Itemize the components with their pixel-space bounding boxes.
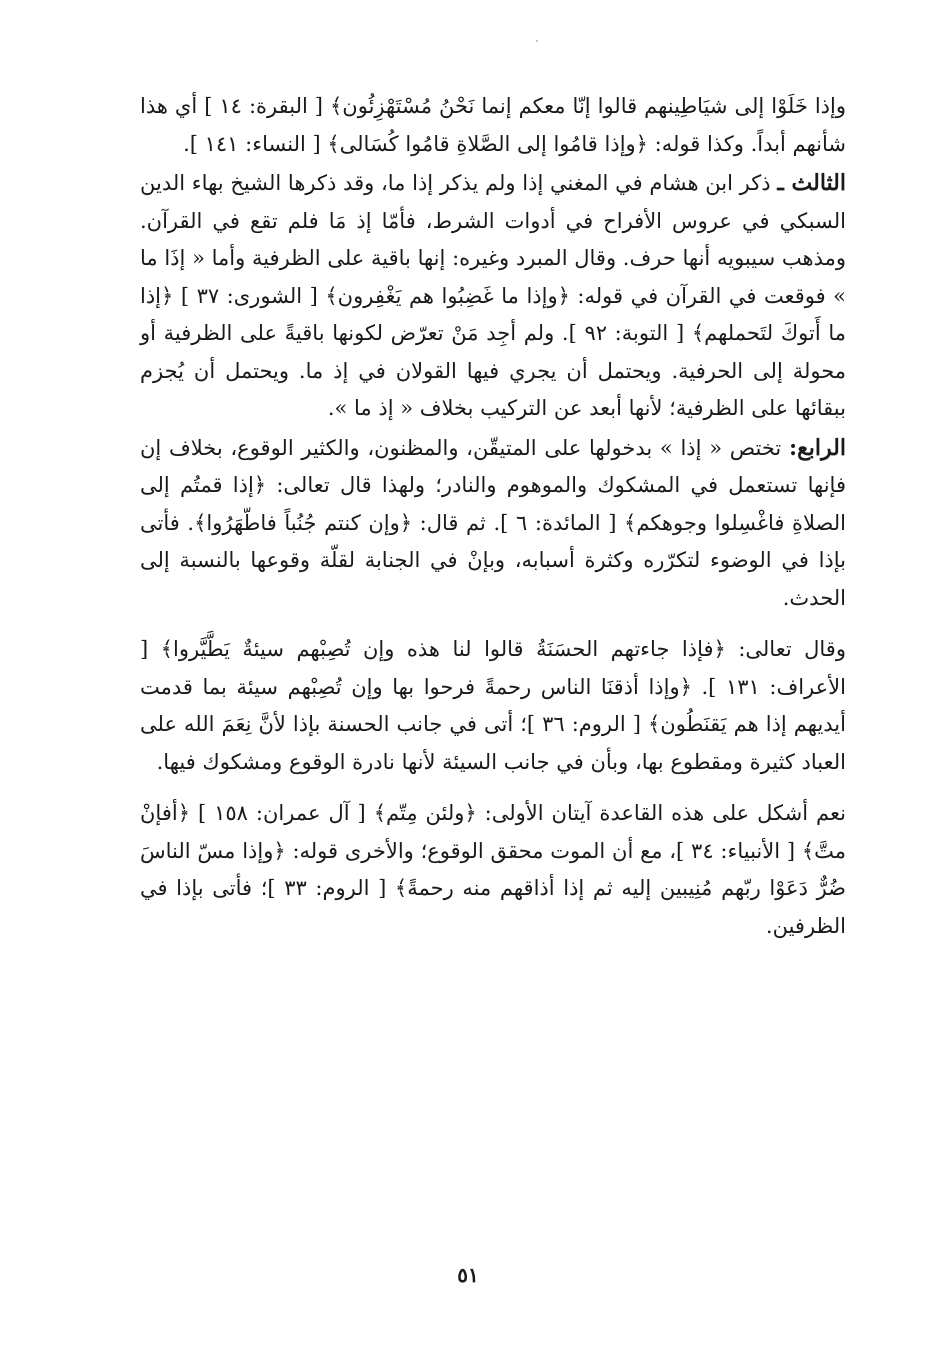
paragraph-label: الثالث ـ	[777, 170, 846, 196]
scan-speck	[536, 40, 538, 42]
paragraph-text: تختص « إذا » بدخولها على المتيقّن، والمظنون، والكثير الوقوع، بخلاف إن فإنها تستعمل في المشكوك والموهوم والنادر؛ ولهذا قال تعالى: ﴿إذا قمتُم إلى الصلاةِ فاغْسِلوا وجوهكم﴾ [ المائدة: ٦ ]. ثم قال: ﴿وإن كنتم جُنُباً فاطّهَرُوا﴾. فأتى بإذا في الوضوء لتكرّره وكثرة أسبابه، وبإنْ في الجنابة لقلّة وقوعها بالنسبة إلى الحدث.	[140, 435, 846, 610]
paragraph-third	[140, 165, 846, 428]
paragraph-continuation	[140, 88, 846, 163]
paragraph-label: الرابع:	[788, 434, 846, 461]
paragraph-examples	[140, 631, 846, 781]
paragraph-text: ذكر ابن هشام في المغني إذا ولم يذكر إذا ما، وقد ذكرها الشيخ بهاء الدين السبكي في عروس الأفراح في أدوات الشرط، فأمّا إذ مَا فلم تقع في القرآن. ومذهب سيبويه أنها حرف. وقال المبرد وغيره: إنها باقية على الظرفية وأما « إذَا ما » فوقعت في القرآن في قوله: ﴿وإذا ما غَضِبُوا هم يَغْفِرون﴾ [ الشورى: ٣٧ ] ﴿إذا ما أَتوكَ لتَحملهم﴾ [ التوبة: ٩٢ ]. ولم أجِد مَنْ تعرّض لكونها باقيةً على الظرفية أو محولة إلى الحرفية. ويحتمل أن يجري فيها القولان في إذ ما. ويحتمل أن يُجزم ببقائها على الظرفية؛ لأنها أبعد عن التركيب بخلاف « إذ ما ».	[140, 171, 846, 420]
page-body	[140, 88, 846, 945]
page-number: ٥١	[457, 1263, 479, 1287]
paragraph-exceptions	[140, 795, 846, 945]
paragraph-fourth	[140, 430, 846, 618]
paragraph-text: وإذا خَلَوْا إلى شيَاطِينهم قالوا إنّا معكم إنما نَحْنُ مُسْتَهْزِئُون﴾ [ البقرة: ١٤ ] أي هذا شأنهم أبداً. وكذا قوله: ﴿وإذا قامُوا إلى الصَّلاةِ قامُوا كُسَالى﴾ [ النساء: ١٤١ ].	[140, 94, 847, 156]
paragraph-text: وقال تعالى: ﴿فإذا جاءتهم الحسَنَةُ قالوا لنا هذه وإن تُصِبْهم سيئةٌ يَطَّيَّروا﴾ [ الأعراف: ١٣١ ]. ﴿وإذا أذقنَا الناس رحمةً فرحوا بها وإن تُصِبْهم سيئة بما قدمت أيديهم إذا هم يَقنَطُون﴾ [ الروم: ٣٦ ]؛ أتى في جانب الحسنة بإذا لأنَّ نِعَمَ الله على العباد كثيرة ومقطوع بها، وبأن في جانب السيئة لأنها نادرة الوقوع ومشكوك فيها.	[140, 637, 846, 774]
paragraph-text: نعم أشكل على هذه القاعدة آيتان الأولى: ﴿ولئن مِتّم﴾ [ آل عمران: ١٥٨ ] ﴿أفإنْ متَّ﴾ [ الأنبياء: ٣٤ ]، مع أن الموت محقق الوقوع؛ والأخرى قوله: ﴿وإذا مسّ الناسَ ضُرٌّ دَعَوْا ربّهم مُنِيبين إليه ثم إذا أذاقهم منه رحمةً﴾ [ الروم: ٣٣ ]؛ فأتى بإذا في الظرفين.	[140, 801, 847, 938]
